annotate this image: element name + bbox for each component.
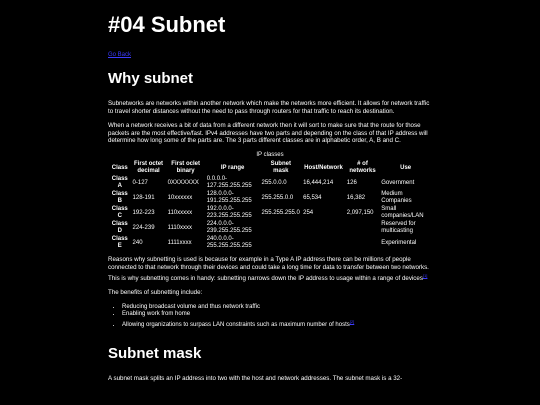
- table-cell: [261, 221, 302, 234]
- table-row: [109, 206, 431, 219]
- table-cell: 192-223: [132, 209, 155, 216]
- table-cell: 255.255.0.0: [261, 194, 294, 201]
- table-row: [109, 176, 431, 189]
- table-row-header: Class B: [111, 191, 128, 204]
- table-cell: [302, 221, 345, 234]
- table-cell: 110xxxxx: [167, 209, 193, 216]
- table-cell: [261, 236, 302, 249]
- list-item: [122, 311, 432, 318]
- table-cell: 0-127: [132, 179, 148, 186]
- table-cell: 126: [346, 179, 357, 186]
- section-heading-subnet-mask: Subnet mask: [108, 344, 202, 362]
- table-cell: 65,534: [303, 194, 322, 201]
- table-cell: 240.0.0.0-255.255.255.255: [206, 236, 252, 249]
- table-row: [109, 191, 431, 204]
- table-cell: [346, 221, 379, 234]
- page-title: #04 Subnet: [108, 12, 226, 37]
- table-cell: 128.0.0.0-191.255.255.255: [206, 191, 252, 204]
- table-cell: 1110xxxx: [167, 224, 193, 231]
- table-cell: 224-239: [132, 224, 155, 231]
- table-header-cell: IP range: [220, 164, 245, 171]
- table-cell: 0.0.0.0-127.255.255.255: [206, 176, 252, 189]
- table-cell: 254: [303, 209, 314, 216]
- benefits-list: [108, 304, 432, 329]
- table-cell: Small companies/LAN: [381, 206, 424, 219]
- list-item: [122, 318, 432, 329]
- list-item: [122, 304, 432, 311]
- table-cell: 1111xxxx: [167, 239, 192, 246]
- table-row-header: Class E: [111, 236, 128, 249]
- benefits-intro: The benefits of subnetting include:: [108, 289, 203, 297]
- ipv4-paragraph: When a network receives a bit of data from a different network then it will sort to make sure that the route for those packets are the most effective/fast. IPv4 addresses have two parts and depending on the class of that IP address will determine how long some of the parts are. The 3 parts different classes are in alphabetic order, A, B and C.: [108, 122, 428, 145]
- table-cell: [302, 236, 345, 249]
- table-header-cell: # of networks: [349, 161, 376, 174]
- reasons-text: Reasons why subnetting is used is because for example in a Type A IP address there can be millions of people connected to that network through their devices and could take a long time for data to transfer between two networks. This is why subnetting comes in handy: subnetting narrows down the IP address to usage within a range of devices: [108, 256, 429, 282]
- table-row: [109, 221, 431, 234]
- ip-classes-caption: IP classes: [256, 151, 284, 158]
- table-header-row: [109, 161, 431, 174]
- table-cell: 192.0.0.0-223.255.255.255: [206, 206, 252, 219]
- list-item-text: Allowing organizations to surpass LAN constraints such as maximum number of hosts: [122, 321, 350, 328]
- citation-link[interactable]: [1]: [422, 272, 428, 278]
- table-cell: 16,382: [346, 194, 366, 201]
- list-item-text: Reducing broadcast volume and thus network traffic: [122, 303, 260, 310]
- table-cell: [346, 236, 379, 249]
- table-cell: 2,097,150: [346, 209, 374, 216]
- table-header-cell: Use: [400, 164, 412, 171]
- citation-link[interactable]: [2]: [349, 318, 355, 324]
- table-cell: 255.255.255.0: [261, 209, 300, 216]
- table-row-header: Class A: [111, 176, 128, 189]
- table-cell: Government: [381, 179, 415, 186]
- table-cell: 0XXXXXXX: [167, 179, 199, 186]
- table-cell: 224.0.0.0-239.255.255.255: [206, 221, 252, 234]
- table-cell: 128-191: [132, 194, 155, 201]
- list-item-text: Enabling work from home: [122, 310, 191, 317]
- table-cell: 255.0.0.0: [261, 179, 287, 186]
- table-cell: 240: [132, 239, 143, 246]
- table-row-header: Class C: [111, 206, 128, 219]
- table-cell: Reserved for multicasting: [381, 221, 416, 234]
- table-header-cell: Host/Network: [304, 164, 343, 171]
- section-heading-why-subnet: Why subnet: [108, 70, 193, 87]
- table-cell: 16,444,214: [303, 179, 334, 186]
- table-row-header: Class D: [111, 221, 128, 234]
- table-header-cell: Subnet mask: [270, 161, 291, 174]
- subnet-mask-paragraph: A subnet mask splits an IP address into two with the host and network addresses. The subnet mask is a 32-: [108, 374, 403, 382]
- table-header-cell: First octet decimal: [134, 161, 164, 174]
- table-header-cell: Class: [111, 164, 128, 171]
- table-cell: 10xxxxxx: [167, 194, 193, 201]
- page-content: [108, 0, 432, 383]
- table-header-cell: First oclet binary: [171, 161, 200, 174]
- table-row: [109, 236, 431, 249]
- ip-classes-table: [108, 152, 432, 252]
- go-back-link[interactable]: Go Back: [108, 52, 132, 58]
- table-cell: Medium Companies: [381, 191, 412, 204]
- table-cell: Experimental: [381, 239, 417, 246]
- intro-paragraph: Subnetworks are networks within another network which make the networks more efficient. It allows for network traffic to travel shorter distances without the need to pass through routers for that traffic to reach its destination.: [108, 100, 430, 115]
- reasons-paragraph: [108, 256, 432, 282]
